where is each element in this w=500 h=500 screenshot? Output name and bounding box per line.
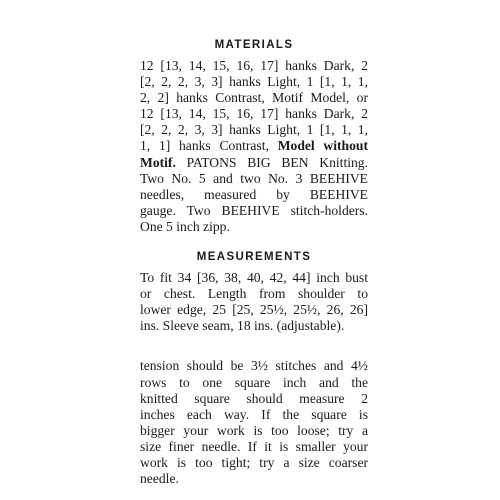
measurements-line: or chest. Length from shoulder to [140,286,368,302]
measurements-line: ins. Sleeve seam, 18 ins. (adjustable). [140,318,345,334]
measurements-line: To fit 34 [36, 38, 40, 42, 44] inch bust [140,270,368,286]
materials-line: 12 [13, 14, 15, 16, 17] hanks Dark, 2 [140,106,368,122]
materials-line [140,138,368,154]
tension-line: inches each way. If the square is [140,406,368,422]
tension-line: needle. [140,471,179,487]
materials-line [140,155,368,171]
tension-paragraph [140,358,368,487]
materials-line: gauge. Two BEEHIVE stitch-holders. [140,202,368,218]
materials-line: [2, 2, 2, 3, 3] hanks Light, 1 [1, 1, 1, [140,74,368,90]
tension-line: knitted square should measure 2 [140,390,368,406]
tension-line: work is too tight; try a size coarser [140,454,368,470]
text-column [140,38,368,487]
materials-heading: MATERIALS [214,39,294,51]
materials-line: Two No. 5 and two No. 3 BEEHIVE [140,170,368,186]
motif-label: Motif. [140,154,176,170]
materials-line-text: PATONS BIG BEN Knitting. [175,154,368,170]
tension-line: tension should be 3½ stitches and 4½ [140,358,368,374]
measurements-heading: MEASUREMENTS [196,251,312,264]
materials-paragraph [140,58,368,235]
materials-line-text: 1, 1] hanks Contrast, [140,138,278,154]
materials-line: 12 [13, 14, 15, 16, 17] hanks Dark, 2 [140,58,368,73]
materials-line: [2, 2, 2, 3, 3] hanks Light, 1 [1, 1, 1, [140,122,368,138]
measurements-paragraph [140,270,368,334]
tension-line: size finer needle. If it is smaller your [140,438,368,454]
tension-line: bigger your work is too loose; try a [140,422,368,438]
materials-line: needles, measured by BEEHIVE [140,186,368,202]
measurements-line: lower edge, 25 [25, 25½, 25½, 26, 26] [140,302,368,318]
materials-line: 2, 2] hanks Contrast, Motif Model, or [140,90,368,106]
model-without-motif-label: Model without [277,138,368,154]
materials-line: One 5 inch zipp. [140,218,230,234]
tension-line: rows to one square inch and the [140,374,368,390]
